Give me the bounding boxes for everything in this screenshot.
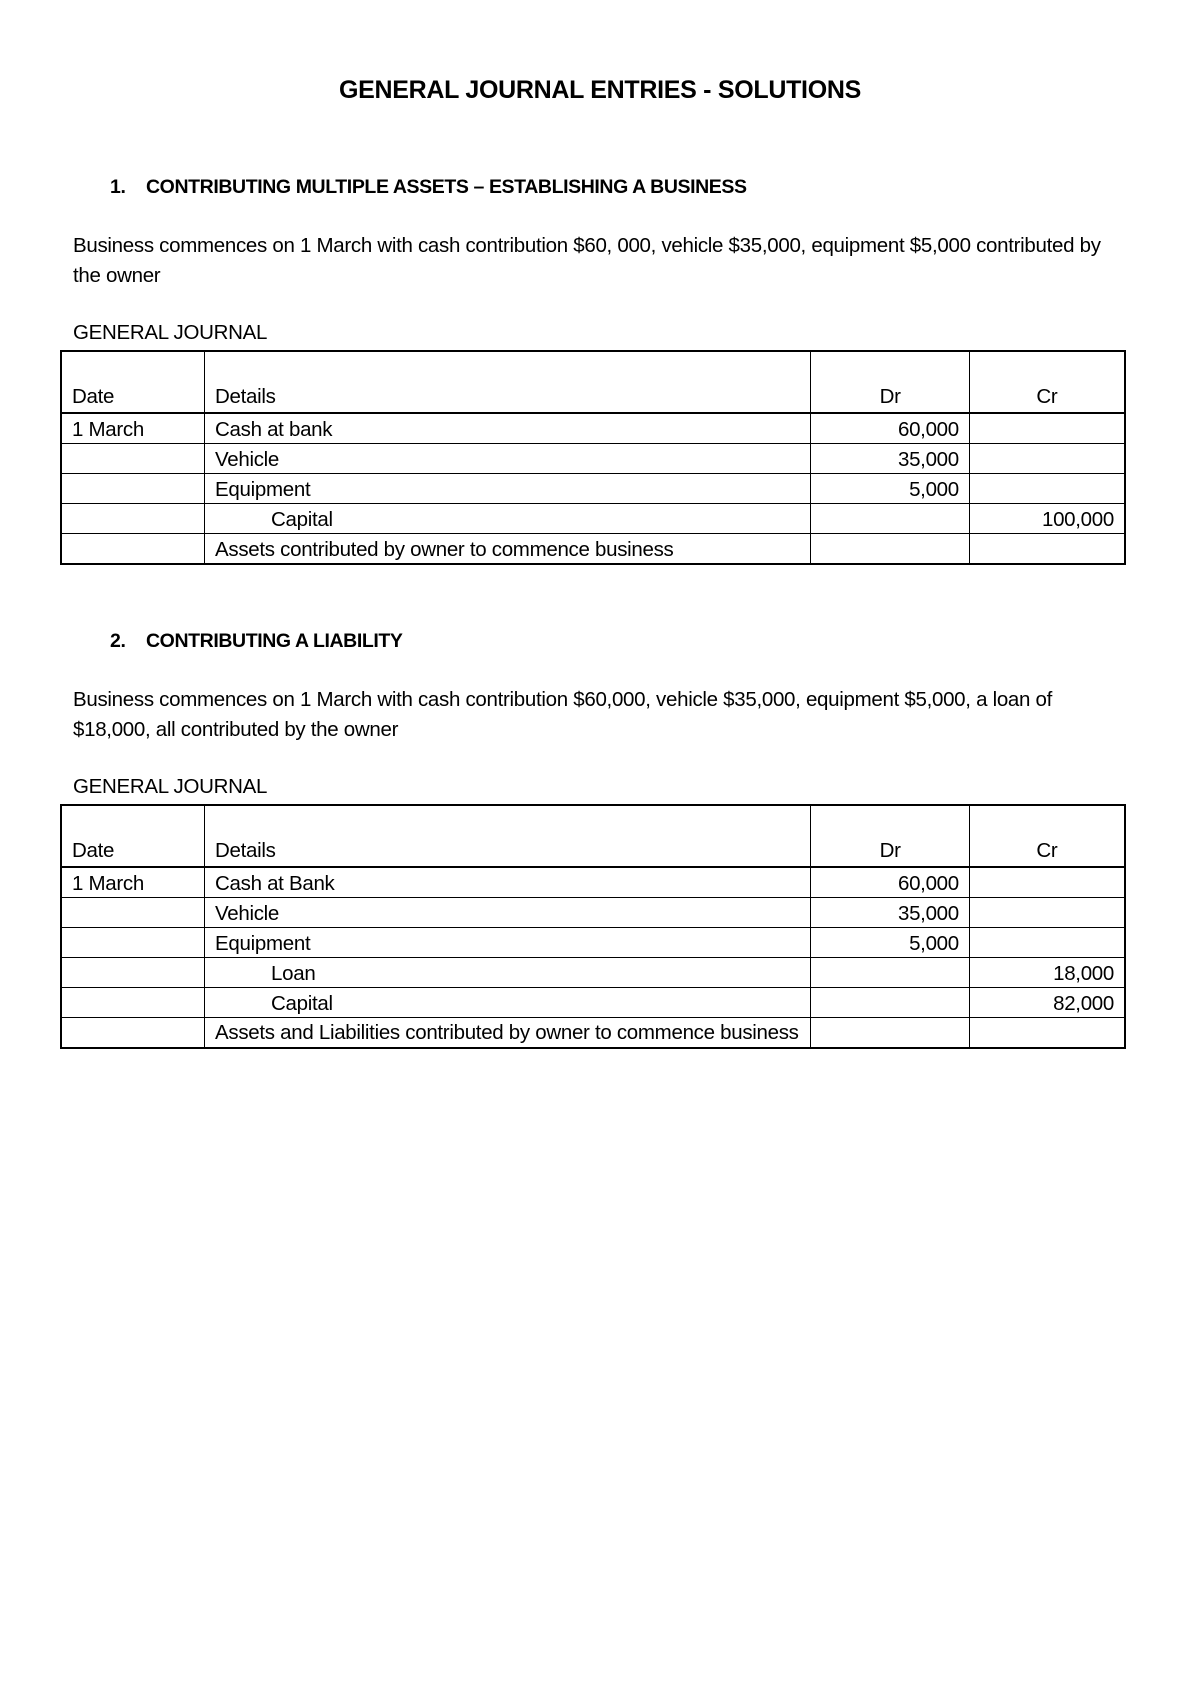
cr-cell [969, 413, 1125, 444]
section-title: CONTRIBUTING A LIABILITY [146, 630, 403, 652]
cr-cell: 100,000 [969, 504, 1125, 534]
date-cell: 1 March [61, 413, 205, 444]
journal-label: GENERAL JOURNAL [73, 775, 268, 798]
section-2-description: Business commences on 1 March with cash contribution $60,000, vehicle $35,000, equipment $5,000, a loan of $18,000, all contributed by the owner [73, 688, 1053, 741]
dr-cell [811, 958, 970, 988]
cr-cell [969, 928, 1125, 958]
journal-label: GENERAL JOURNAL [73, 321, 268, 344]
table-row [61, 413, 1125, 444]
column-header-dr: Dr [811, 805, 970, 867]
column-header-cr: Cr [969, 351, 1125, 413]
table-header-row [61, 805, 1125, 867]
dr-cell: 35,000 [811, 444, 970, 474]
cr-cell [969, 444, 1125, 474]
details-cell: Capital [205, 988, 811, 1018]
column-header-cr: Cr [969, 805, 1125, 867]
dr-cell [811, 988, 970, 1018]
table-row [61, 474, 1125, 504]
details-cell: Vehicle [205, 444, 811, 474]
dr-cell: 35,000 [811, 898, 970, 928]
details-cell: Assets and Liabilities contributed by owner to commence business [205, 1018, 811, 1049]
details-cell: Assets contributed by owner to commence business [205, 534, 811, 565]
dr-cell [811, 534, 970, 565]
date-cell [61, 534, 205, 565]
page-title: GENERAL JOURNAL ENTRIES - SOLUTIONS [339, 76, 861, 104]
details-cell: Cash at bank [205, 413, 811, 444]
cr-cell: 82,000 [969, 988, 1125, 1018]
column-header-date: Date [61, 351, 205, 413]
table-row [61, 958, 1125, 988]
details-cell: Loan [205, 958, 811, 988]
date-cell [61, 988, 205, 1018]
section-number: 1. [110, 176, 126, 198]
column-header-details: Details [205, 805, 811, 867]
cr-cell: 18,000 [969, 958, 1125, 988]
column-header-dr: Dr [811, 351, 970, 413]
section-title: CONTRIBUTING MULTIPLE ASSETS – ESTABLISHING A BUSINESS [146, 176, 747, 198]
date-cell [61, 1018, 205, 1049]
table-row [61, 534, 1125, 565]
table-row [61, 988, 1125, 1018]
dr-cell: 60,000 [811, 413, 970, 444]
journal-table-2 [60, 804, 1126, 1049]
column-header-date: Date [61, 805, 205, 867]
details-cell: Capital [205, 504, 811, 534]
date-cell [61, 958, 205, 988]
table-header-row [61, 351, 1125, 413]
section-2-heading [110, 630, 403, 653]
table-row [61, 1018, 1125, 1049]
date-cell [61, 504, 205, 534]
dr-cell [811, 1018, 970, 1049]
table-row [61, 928, 1125, 958]
cr-cell [969, 474, 1125, 504]
table-row [61, 867, 1125, 898]
details-cell: Vehicle [205, 898, 811, 928]
dr-cell [811, 504, 970, 534]
journal-table-1 [60, 350, 1126, 565]
table-row [61, 444, 1125, 474]
date-cell: 1 March [61, 867, 205, 898]
date-cell [61, 898, 205, 928]
section-number: 2. [110, 630, 126, 652]
cr-cell [969, 867, 1125, 898]
date-cell [61, 444, 205, 474]
dr-cell: 5,000 [811, 928, 970, 958]
section-1-heading [110, 176, 747, 199]
column-header-details: Details [205, 351, 811, 413]
details-cell: Cash at Bank [205, 867, 811, 898]
date-cell [61, 928, 205, 958]
details-cell: Equipment [205, 928, 811, 958]
cr-cell [969, 898, 1125, 928]
details-cell: Equipment [205, 474, 811, 504]
section-1-description: Business commences on 1 March with cash contribution $60, 000, vehicle $35,000, equipment $5,000 contributed by the owner [73, 234, 1101, 287]
table-row [61, 504, 1125, 534]
table-row [61, 898, 1125, 928]
dr-cell: 60,000 [811, 867, 970, 898]
cr-cell [969, 534, 1125, 565]
cr-cell [969, 1018, 1125, 1049]
dr-cell: 5,000 [811, 474, 970, 504]
date-cell [61, 474, 205, 504]
